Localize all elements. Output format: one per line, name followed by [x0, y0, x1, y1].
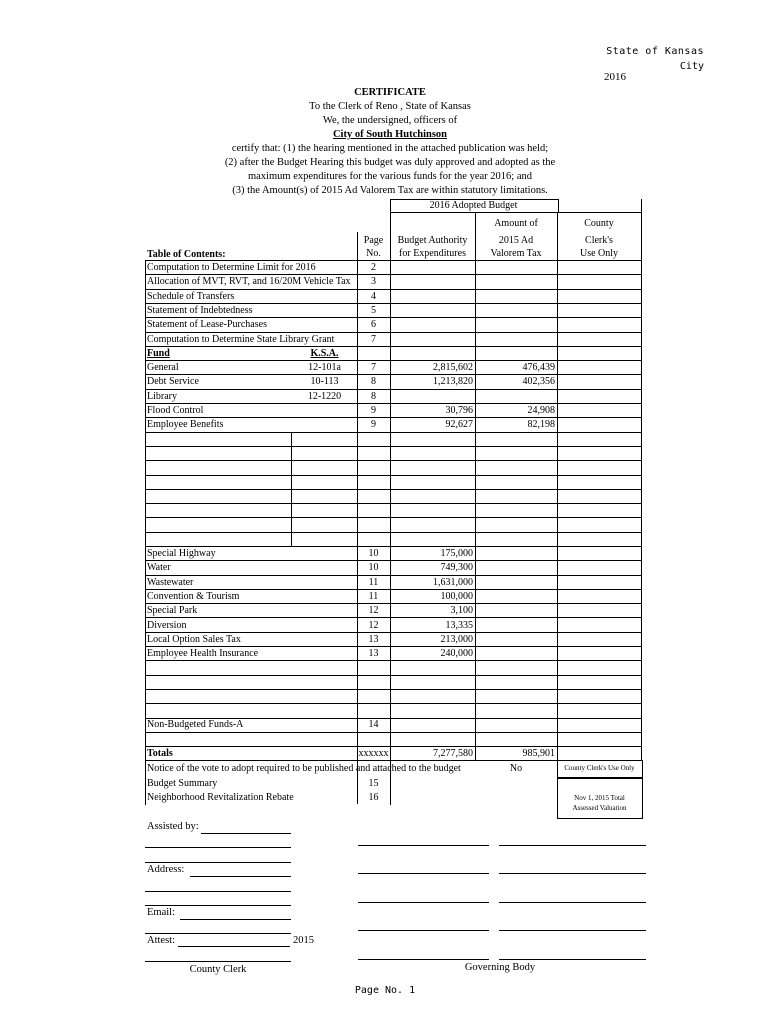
governing-sig-3b[interactable] — [499, 902, 646, 903]
fund-page: 8 — [371, 390, 376, 402]
toc-item-page: 6 — [371, 319, 376, 331]
fund-page: 8 — [371, 376, 376, 388]
col-tax-header-3: Valorem Tax — [490, 248, 542, 259]
col-clerk-header-3: Use Only — [579, 248, 619, 259]
grid-row-line — [145, 689, 641, 690]
address-line-3[interactable] — [145, 905, 291, 906]
assisted-by-line[interactable] — [201, 833, 291, 834]
toc-item-label[interactable]: Allocation of MVT, RVT, and 16/20M Vehicle Tax — [147, 276, 351, 288]
email-line-2[interactable] — [145, 933, 291, 934]
governing-sig-2b[interactable] — [499, 873, 646, 874]
nontax-fund-page: 12 — [368, 619, 379, 631]
fund-page: 9 — [371, 419, 376, 431]
certify-line-3: maximum expenditures for the various funds for the year 2016; and — [247, 171, 532, 182]
adopted-budget-header: 2016 Adopted Budget — [429, 200, 518, 211]
budget-summary-label: Budget Summary — [147, 778, 218, 789]
valuation-label-1: Nov 1, 2015 Total — [574, 794, 625, 802]
governing-sig-2a[interactable] — [358, 873, 489, 874]
notice-value: No — [509, 763, 523, 774]
attest-year: 2015 — [293, 935, 314, 946]
grid-row-line — [145, 732, 641, 733]
totals-page: xxxxxx — [358, 748, 389, 759]
governing-sig-5b[interactable] — [499, 959, 646, 960]
page-number: Page No. 1 — [354, 985, 416, 996]
certificate-title: CERTIFICATE — [354, 87, 426, 98]
fund-ksa: 10-113 — [310, 376, 339, 388]
city-name: City of South Hutchinson — [332, 129, 448, 140]
nontax-fund-page: 12 — [368, 605, 379, 617]
fund-page: 9 — [371, 404, 376, 416]
attest-label: Attest: — [147, 935, 175, 946]
nontax-fund-budget[interactable]: 1,631,000 — [433, 576, 473, 588]
toc-item-page: 2 — [371, 262, 376, 273]
grid-row-line — [145, 675, 641, 676]
governing-sig-3a[interactable] — [358, 902, 489, 903]
budget-year: 2016 — [604, 71, 626, 83]
nontax-fund-budget[interactable]: 175,000 — [440, 548, 473, 559]
fund-tax[interactable]: 24,908 — [527, 404, 555, 416]
city-label: City — [679, 61, 704, 72]
fund-name: Flood Control — [147, 404, 204, 416]
fund-budget[interactable]: 92,627 — [445, 419, 473, 431]
nontax-fund-name: Special Park — [147, 605, 198, 617]
nontax-fund-name: Employee Health Insurance — [147, 648, 259, 660]
toc-label: Table of Contents: — [147, 249, 226, 260]
governing-sig-5a[interactable] — [358, 959, 489, 960]
grid-row-line — [145, 703, 641, 704]
fund-tax[interactable]: 82,198 — [527, 419, 555, 431]
nontax-fund-budget[interactable]: 100,000 — [440, 590, 473, 602]
nontax-fund-page: 10 — [368, 548, 379, 559]
nontax-fund-budget[interactable]: 240,000 — [440, 648, 473, 660]
toc-item-label[interactable]: Schedule of Transfers — [147, 290, 235, 302]
nontax-fund-name: Special Highway — [147, 548, 216, 559]
email-line[interactable] — [180, 919, 291, 920]
governing-body-label: Governing Body — [464, 962, 536, 973]
fund-page: 7 — [371, 362, 376, 373]
grid-row-line — [145, 503, 641, 504]
governing-sig-4b[interactable] — [499, 930, 646, 931]
fund-tax[interactable]: 402,356 — [522, 376, 555, 388]
grid-row-line — [145, 475, 641, 476]
nontax-fund-name: Wastewater — [147, 576, 194, 588]
fund-budget[interactable]: 30,796 — [445, 404, 473, 416]
toc-item-page: 4 — [371, 290, 376, 302]
col-budget-header-1: Budget Authority — [397, 235, 468, 246]
county-clerk-line[interactable] — [145, 961, 291, 962]
grid-row-line — [145, 432, 641, 433]
address-label: Address: — [147, 864, 185, 875]
attest-line[interactable] — [178, 946, 290, 947]
grid-row-line — [145, 660, 641, 661]
revitalization-label: Neighborhood Revitalization Rebate — [147, 792, 294, 803]
fund-ksa: 12-101a — [308, 362, 341, 373]
fund-name: Employee Benefits — [147, 419, 224, 431]
col-tax-header-2: 2015 Ad — [498, 235, 534, 246]
nontax-fund-budget[interactable]: 749,300 — [440, 562, 473, 574]
certify-line-4: (3) the Amount(s) of 2015 Ad Valorem Tax are within statutory limitations. — [232, 185, 548, 196]
toc-item-label[interactable]: Statement of Indebtedness — [147, 304, 253, 316]
toc-item-page: 5 — [371, 304, 376, 316]
to-clerk-line: To the Clerk of Reno , State of Kansas — [309, 101, 471, 112]
nontax-fund-page: 10 — [368, 562, 379, 574]
governing-sig-1b[interactable] — [499, 845, 646, 846]
grid-row-line — [145, 489, 641, 490]
address-line-1[interactable] — [190, 876, 291, 877]
undersigned-line: We, the undersigned, officers of — [322, 115, 458, 126]
toc-item-label[interactable]: Statement of Lease-Purchases — [147, 319, 267, 331]
col-clerk-header-2: Clerk's — [585, 235, 613, 246]
nontax-fund-budget[interactable]: 13,335 — [445, 619, 473, 631]
nontax-fund-page: 11 — [368, 590, 379, 602]
nontax-fund-name: Convention & Tourism — [147, 590, 240, 602]
certify-line-1: certify that: (1) the hearing mentioned in the attached publication was held; — [231, 143, 549, 154]
assisted-by-line-2[interactable] — [145, 847, 291, 848]
grid-row-line — [145, 446, 641, 447]
address-line-0[interactable] — [145, 862, 291, 863]
nontax-fund-budget[interactable]: 213,000 — [440, 633, 473, 645]
toc-item-page: 7 — [371, 333, 376, 345]
grid-row-line — [145, 532, 641, 533]
toc-item-label[interactable]: Computation to Determine State Library Grant — [147, 333, 335, 345]
grid-row-line — [145, 517, 641, 518]
col-page-header-1: Page — [363, 235, 384, 246]
revitalization-page: 16 — [368, 792, 379, 803]
toc-item-label[interactable]: Computation to Determine Limit for 2016 — [147, 262, 316, 273]
col-clerk-header-1: County — [584, 218, 614, 229]
fund-tax[interactable]: 476,439 — [522, 362, 555, 373]
state-label: State of Kansas — [606, 46, 704, 57]
nontax-fund-name: Local Option Sales Tax — [147, 633, 241, 645]
nontax-fund-name: Water — [147, 562, 171, 574]
col-tax-header-1: Amount of — [494, 218, 538, 229]
fund-ksa: 12-1220 — [307, 390, 342, 402]
email-label: Email: — [147, 907, 175, 918]
col-budget-header-2: for Expenditures — [399, 248, 466, 259]
fund-name: General — [147, 362, 179, 373]
budget-summary-page: 15 — [368, 778, 379, 789]
grid-row-line — [145, 460, 641, 461]
assisted-by-label: Assisted by: — [147, 821, 199, 832]
valuation-label-2: Assessed Valuation — [572, 804, 627, 812]
totals-label: Totals — [147, 748, 173, 759]
fund-budget[interactable]: 2,815,602 — [433, 362, 473, 373]
notice-text: Notice of the vote to adopt required to be published and attached to the budget — [147, 763, 461, 774]
nontax-fund-page: 13 — [368, 648, 379, 660]
governing-sig-4a[interactable] — [358, 930, 489, 931]
fund-name: Library — [147, 390, 177, 402]
nontax-fund-page: 13 — [368, 633, 379, 645]
certify-line-2: (2) after the Budget Hearing this budget was duly approved and adopted as the — [224, 157, 556, 168]
nontax-fund-budget[interactable]: 3,100 — [450, 605, 473, 617]
non-budgeted-label: Non-Budgeted Funds-A — [147, 719, 244, 730]
clerk-use-only-label: County Clerk's Use Only — [564, 764, 635, 772]
totals-tax: 985,901 — [522, 748, 555, 759]
county-clerk-label: County Clerk — [189, 964, 247, 975]
fund-budget[interactable]: 1,213,820 — [433, 376, 473, 388]
nontax-fund-name: Diversion — [147, 619, 187, 631]
fund-header: Fund — [147, 348, 170, 359]
ksa-header: K.S.A. — [310, 348, 339, 359]
fund-name: Debt Service — [147, 376, 199, 388]
totals-budget: 7,277,580 — [433, 748, 473, 759]
governing-sig-1a[interactable] — [358, 845, 489, 846]
address-line-2[interactable] — [145, 891, 291, 892]
col-page-header-2: No. — [366, 248, 381, 259]
non-budgeted-page: 14 — [368, 719, 379, 730]
toc-item-page: 3 — [371, 276, 376, 288]
nontax-fund-page: 11 — [368, 576, 379, 588]
